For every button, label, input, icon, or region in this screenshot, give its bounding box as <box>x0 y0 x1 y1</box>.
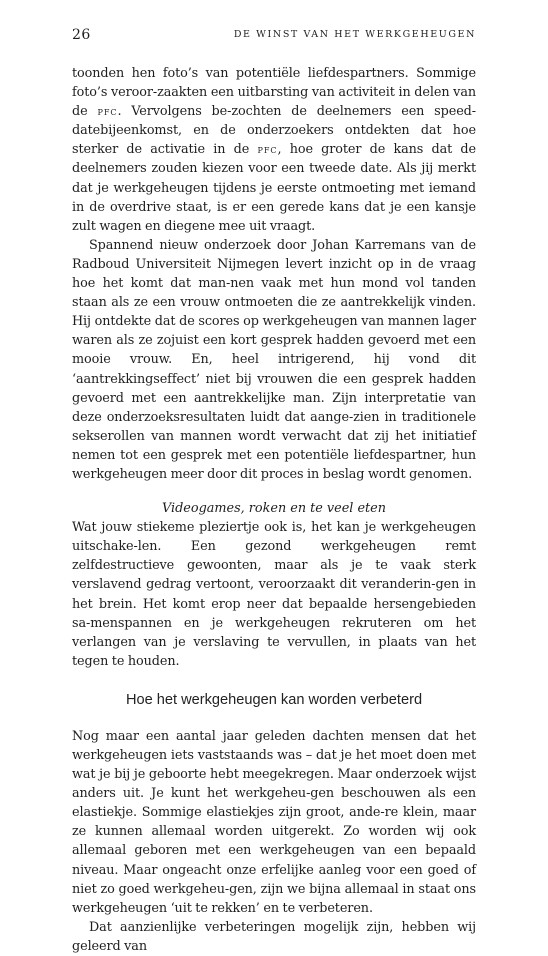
page-body <box>72 64 476 956</box>
paragraph-3: Wat jouw stiekeme pleziertje ook is, het kan je werkgeheugen uitschake-len. Een gezond werkgeheugen remt zelfdestructieve gewoonten, maar als je te vaak sterk verslavend gedrag vertoont, veroorzaakt dit veranderin-gen in het brein. Het komt erop neer dat bepaalde hersengebieden sa-menspannen en je werkgeheugen rekruteren om het verlangen van je verslaving te vervullen, in plaats van het tegen te houden. <box>72 520 476 669</box>
running-head: DE WINST VAN HET WERKGEHEUGEN <box>233 29 476 40</box>
paragraph-1 <box>72 64 476 236</box>
pfc-abbreviation: pfc <box>97 105 118 119</box>
page-number: 26 <box>72 27 91 43</box>
paragraph-4: Nog maar een aantal jaar geleden dachten mensen dat het werkgeheugen iets vaststaands was – dat je het moet doen met wat je bij je geboorte hebt meegekregen. Maar onderzoek wijst anders uit. Je kunt het werkgeheu-gen beschouwen als een elastiekje. Sommige elastiekjes zijn groot, ande-re klein, maar ze kunnen allemaal worden uitgerekt. Zo worden wij ook allemaal geboren met een werkgeheugen van een bepaald niveau. Maar ongeacht onze erfelijke aanleg voor een goed of niet zo goed werkgeheu-gen, zijn we bijna allemaal in staat ons werkgeheugen ‘uit te rekken’ en te verbeteren. <box>72 728 476 916</box>
paragraph-2: Spannend nieuw onderzoek door Johan Karremans van de Radboud Universiteit Nijmegen levert inzicht op in de vraag hoe het komt dat man-nen vaak met hun mond vol tanden staan als ze een vrouw ontmoeten die ze aantrekkelijk vinden. Hij ontdekte dat de scores op werkgeheugen van mannen lager waren als ze zojuist een kort gesprek hadden gevoerd met een mooie vrouw. En, heel intrigerend, hij vond dit ‘aantrekkingseffect’ niet bij vrouwen die een gesprek hadden gevoerd met een aantrekkelijke man. Zijn interpretatie van deze onderzoeksresultaten luidt dat aange-zien in traditionele sekserollen van mannen wordt verwacht dat zij het initiatief nemen tot een gesprek met een potentiële liefdespartner, hun werkgeheugen meer door dit proces in beslag wordt genomen. <box>72 237 476 482</box>
paragraph-1-text-a: toonden hen foto’s van potentiële liefdespartners. Sommige foto’s veroor-zaakten een uitbarsting van activiteit in delen van de <box>72 66 476 120</box>
subsection-heading: Videogames, roken en te veel eten <box>161 501 386 517</box>
section-heading: Hoe het werkgeheugen kan worden verbeterd <box>125 691 423 708</box>
paragraph-1-text-c: , hoe groter de kans dat de deelnemers zouden kiezen voor een tweede date. Als jij merkt dat je werkgeheugen tijdens je eerste ontmoeting met iemand in de overdrive staat, is er een gerede kans dat je een kansje zult wagen en diegene mee uit vraagt. <box>72 142 476 234</box>
paragraph-5: Dat aanzienlijke verbeteringen mogelijk zijn, hebben wij geleerd van <box>72 919 476 954</box>
paragraph-1-text-b: . Vervolgens be-zochten de deelnemers een speed-datebijeenkomst, en de onderzoekers ontdekten dat hoe sterker de activatie in de <box>72 104 476 158</box>
pfc-abbreviation: pfc <box>257 143 278 157</box>
page-header <box>72 27 476 47</box>
